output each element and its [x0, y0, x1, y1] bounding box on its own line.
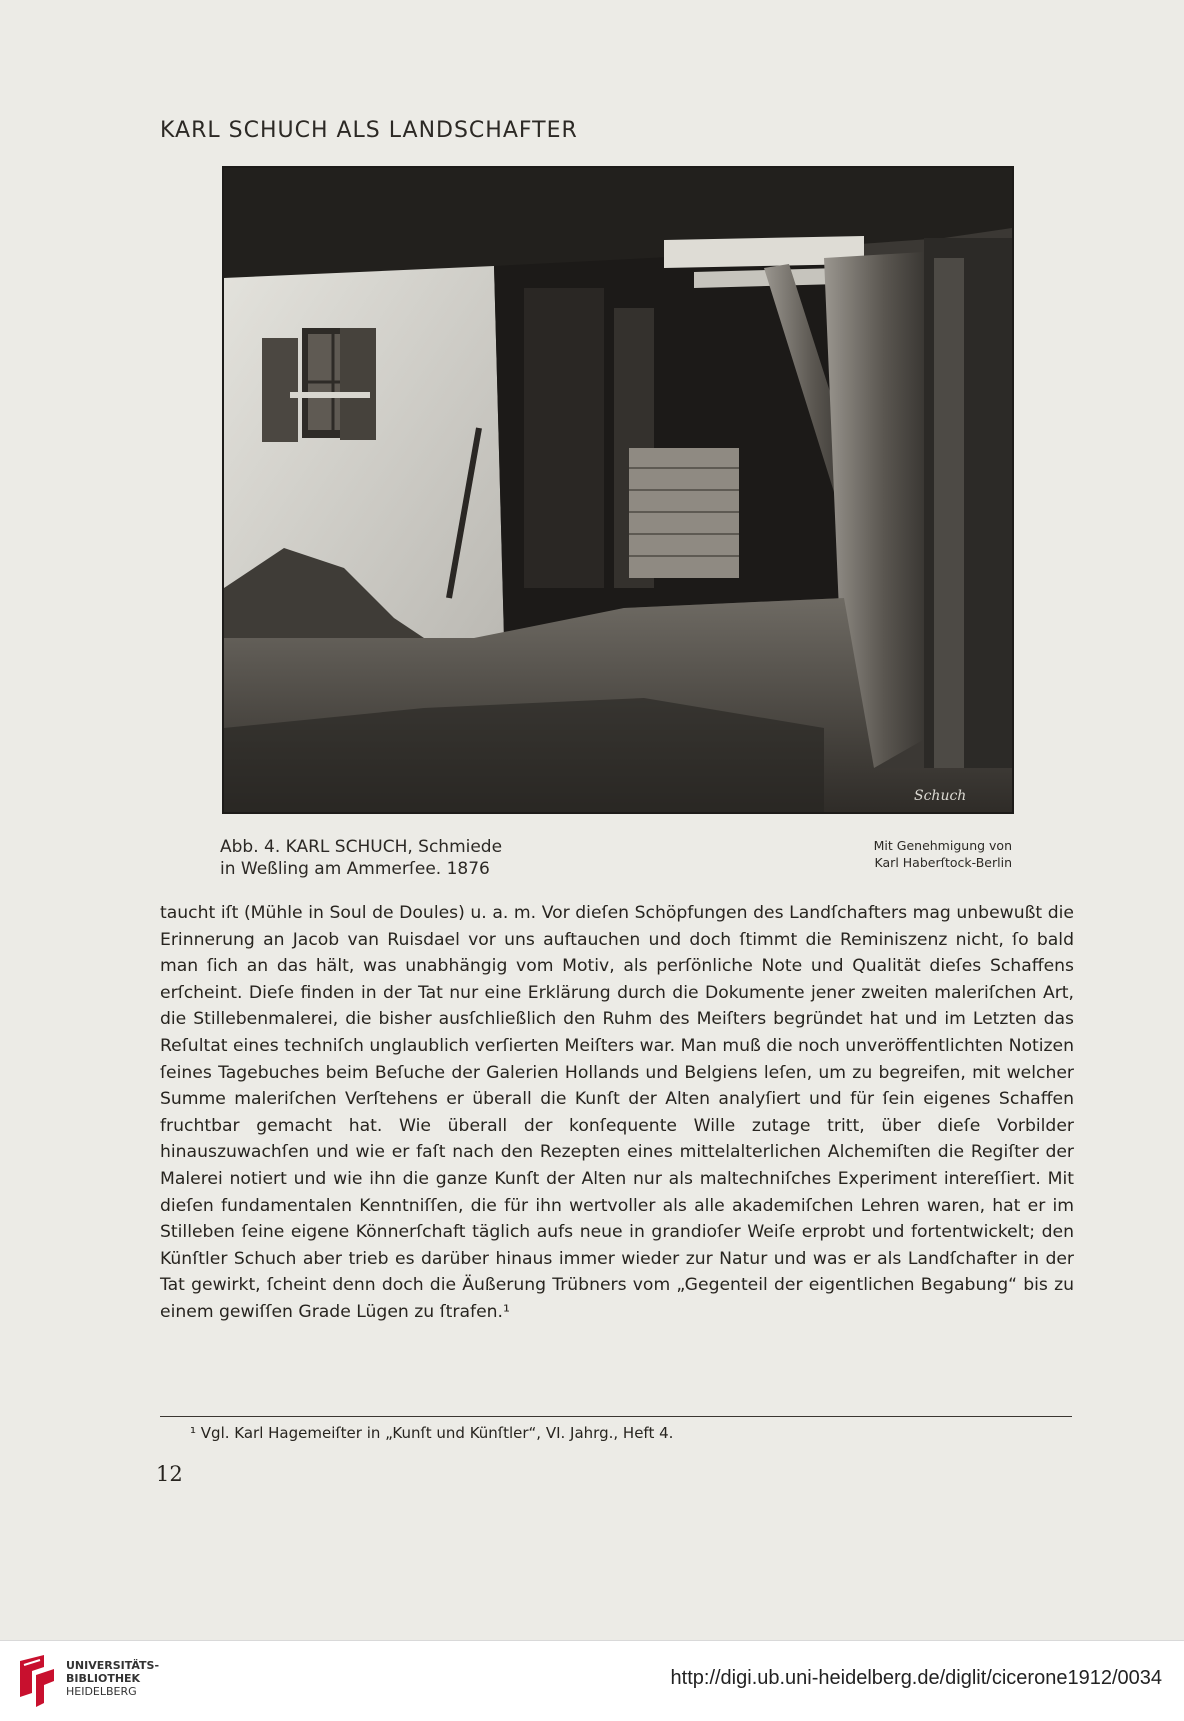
painting-signature: Schuch [914, 788, 967, 804]
figure-credit-line-1: Mit Genehmigung von [873, 838, 1012, 853]
running-head: KARL SCHUCH ALS LANDSCHAFTER [160, 118, 578, 143]
footnote: ¹ Vgl. Karl Hagemeiſter in „Kunſt und Künſtler“, VI. Jahrg., Heft 4. [190, 1424, 674, 1442]
library-name-line-1: UNIVERSITÄTS- [66, 1659, 160, 1672]
page-number: 12 [156, 1462, 183, 1486]
figure-caption-line-1: Abb. 4. KARL SCHUCH, Schmiede [220, 837, 503, 857]
figure-painting [222, 166, 1014, 814]
library-name [66, 1659, 159, 1698]
library-name-line-3: HEIDELBERG [66, 1685, 137, 1698]
university-library-logo-icon [14, 1653, 58, 1709]
figure-credit [740, 837, 1012, 871]
body-text [160, 900, 1074, 1326]
footnote-divider [160, 1416, 1072, 1417]
digitization-footer [0, 1640, 1184, 1721]
smithy-painting-illustration [224, 168, 1012, 812]
figure-caption [220, 836, 690, 880]
body-paragraph: taucht iſt (Mühle in Soul de Doules) u. a. m. Vor dieſen Schöpfungen des Landſchafters mag unbewußt die Erinnerung an Jacob van Ruisdael vor uns auftauchen und doch ſtimmt die Reminiszenz nicht, ſo bald man ſich an das hält, was unabhängig vom Motiv, als perſönliche Note und Qualität dieſes Schaffens erſcheint. Dieſe finden in der Tat nur eine Erklärung durch die Dokumente jener zweiten maleriſchen Art, die Stillebenmalerei, die bisher ausſchließlich den Ruhm des Meiſters begründet hat und im Letzten das Reſultat eines techniſch unglaublich verſierten Meiſters war. Man muß die noch unveröffentlichten Notizen ſeines Tagebuches beim Beſuche der Galerien Hollands und Belgiens leſen, um zu begreifen, mit welcher Summe maleriſchen Verſtehens er überall die Kunſt der Alten analyſiert und für ſein eigenes Schaffen fruchtbar gemacht hat. Wie überall der konſequente Wille zutage tritt, über dieſe Vorbilder hinauszuwachſen und wie er faſt nach den Rezepten eines mittelalterlichen Alchemiſten die Regiſter der Malerei notiert und wie ihn die ganze Kunſt der Alten nur als maltechniſches Experiment intereſſiert. Mit dieſen fundamentalen Kenntniſſen, die für ihn wertvoller als alle akademiſchen Lehren waren, hat er im Stilleben ſeine eigene Könnerſchaft täglich aufs neue in grandioſer Weiſe erprobt und fortentwickelt; den Künſtler Schuch aber trieb es darüber hinaus immer wieder zur Natur und was er als Landſchafter in der Tat gewirkt, ſcheint denn doch die Äußerung Trübners vom „Gegenteil der eigentlichen Begabung“ bis zu einem gewiſſen Grade Lügen zu ſtrafen.¹ [160, 903, 1074, 1322]
figure-credit-line-2: Karl Haberſtock-Berlin [874, 855, 1012, 870]
library-name-line-2: BIBLIOTHEK [66, 1672, 141, 1685]
source-url[interactable]: http://digi.ub.uni-heidelberg.de/diglit/cicerone1912/0034 [670, 1667, 1162, 1689]
figure-caption-line-2: in Weßling am Ammerſee. 1876 [220, 859, 490, 879]
